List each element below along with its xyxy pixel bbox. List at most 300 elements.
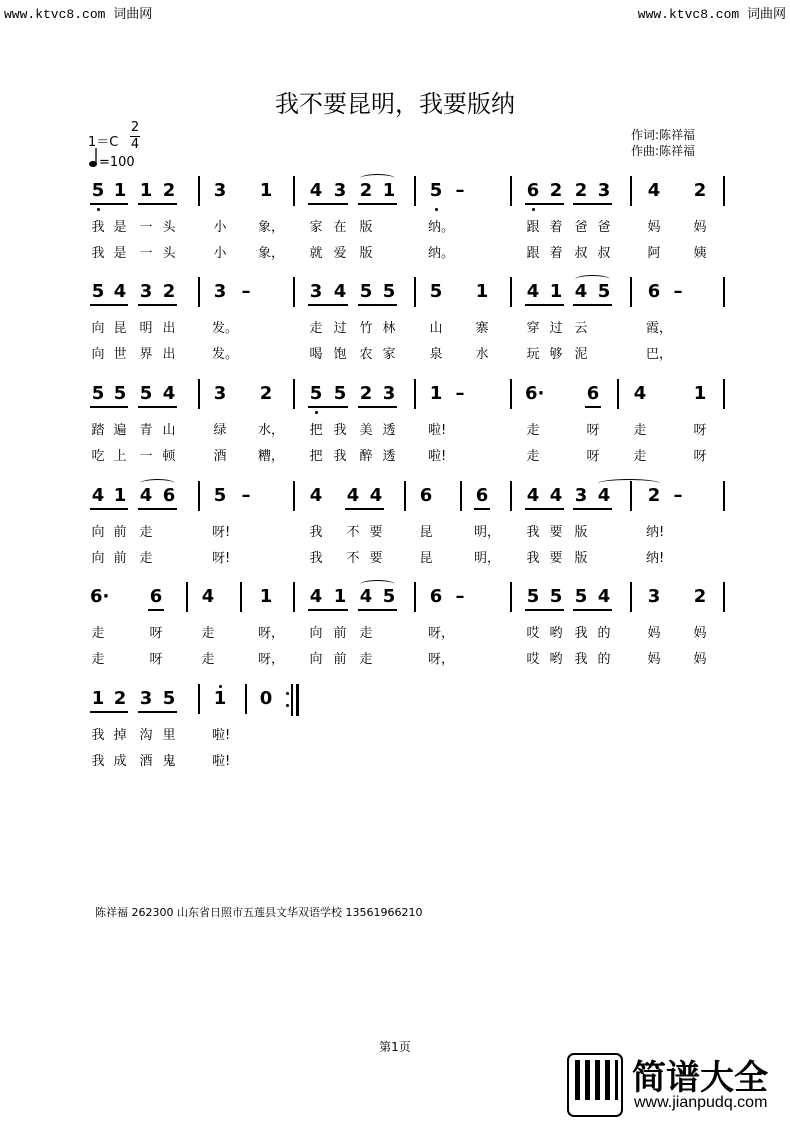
lyric-verse2: 世 xyxy=(113,347,127,362)
barline xyxy=(414,176,416,206)
note: – xyxy=(673,281,683,302)
note: 1 xyxy=(213,688,227,709)
note: 5 xyxy=(359,281,373,302)
barline xyxy=(198,379,200,409)
beam xyxy=(573,508,612,510)
lyric-verse2: 象， xyxy=(258,246,285,261)
note: 1 xyxy=(259,180,273,201)
lyric-verse2: 成 xyxy=(113,754,127,769)
barline xyxy=(293,176,295,206)
lyric-verse1: 呀， xyxy=(428,626,455,641)
note: 1 xyxy=(259,586,273,607)
lyric-verse1: 霞， xyxy=(646,321,673,336)
lyric-verse1: 呀， xyxy=(258,626,285,641)
lyricist: 作词:陈祥福 xyxy=(631,128,696,142)
note: 1 xyxy=(429,383,443,404)
lyric-verse2: 我 xyxy=(309,551,323,566)
note: 5 xyxy=(91,180,105,201)
lyric-verse2: 走 xyxy=(359,652,373,667)
logo-text[interactable]: 简谱大全 xyxy=(632,1058,768,1098)
lyric-verse2: 哟 xyxy=(549,652,563,667)
note: 5 xyxy=(382,586,396,607)
note: 6 xyxy=(149,586,163,607)
lyric-verse1: 版 xyxy=(574,525,588,540)
beam xyxy=(308,609,348,611)
barline xyxy=(414,582,416,612)
lyric-verse1: 我 xyxy=(91,728,105,743)
barline xyxy=(510,481,512,511)
note: 2 xyxy=(359,383,373,404)
lyric-verse2: 泉 xyxy=(429,347,443,362)
beam xyxy=(358,304,397,306)
lyric-verse1: 前 xyxy=(113,525,127,540)
note: 2 xyxy=(693,586,707,607)
lyric-verse1: 爸 xyxy=(597,220,611,235)
lyric-verse2: 向 xyxy=(91,551,105,566)
lyric-verse2: 酒 xyxy=(213,449,227,464)
lyric-verse1: 山 xyxy=(162,423,176,438)
lyric-verse1: 青 xyxy=(139,423,153,438)
lyric-verse1: 走 xyxy=(633,423,647,438)
beam xyxy=(138,711,177,713)
note: 3 xyxy=(139,281,153,302)
lyric-verse2: 哎 xyxy=(526,652,540,667)
lyric-verse2: 饱 xyxy=(333,347,347,362)
lyric-verse2: 要 xyxy=(369,551,383,566)
barline xyxy=(240,582,242,612)
lyric-verse1: 哟 xyxy=(549,626,563,641)
note: 5 xyxy=(91,383,105,404)
lyric-verse2: 透 xyxy=(382,449,396,464)
barline xyxy=(186,582,188,612)
lyric-verse1: 呀 xyxy=(149,626,163,641)
barline xyxy=(293,379,295,409)
lyric-verse1: 云 xyxy=(574,321,588,336)
beam xyxy=(573,609,612,611)
lyric-verse2: 酒 xyxy=(139,754,153,769)
note: 4 xyxy=(201,586,215,607)
lyric-verse1: 的 xyxy=(597,626,611,641)
lyric-verse1: 我 xyxy=(333,423,347,438)
note: 4 xyxy=(309,180,323,201)
beam xyxy=(90,508,128,510)
note: 2 xyxy=(162,281,176,302)
note: 1 xyxy=(113,180,127,201)
tie-arc xyxy=(140,479,175,488)
lyric-verse2: 泥 xyxy=(574,347,588,362)
barline xyxy=(510,582,512,612)
lyric-verse2: 要 xyxy=(549,551,563,566)
note: 4 xyxy=(633,383,647,404)
time-signature xyxy=(130,120,140,153)
note: 5 xyxy=(113,383,127,404)
lyric-verse1: 头 xyxy=(162,220,176,235)
barline xyxy=(630,582,632,612)
lyric-verse1: 里 xyxy=(162,728,176,743)
lyric-verse2: 向 xyxy=(309,652,323,667)
note: 6 xyxy=(586,383,600,404)
final-barline-thin xyxy=(291,684,293,716)
lyric-verse2: 头 xyxy=(162,246,176,261)
beam xyxy=(308,203,348,205)
lyric-verse2: 呀， xyxy=(258,652,285,667)
barline xyxy=(723,277,725,307)
lyric-verse1: 明， xyxy=(474,525,501,540)
note: 3 xyxy=(213,281,227,302)
barline xyxy=(723,176,725,206)
lyric-verse2: 前 xyxy=(333,652,347,667)
lyric-verse1: 呀 xyxy=(586,423,600,438)
beam xyxy=(308,406,348,408)
lyric-verse2: 妈 xyxy=(693,652,707,667)
tie-arc xyxy=(360,174,395,183)
lyric-verse2: 我 xyxy=(91,754,105,769)
barline xyxy=(293,481,295,511)
lyric-verse2: 昆 xyxy=(419,551,433,566)
beam xyxy=(308,304,348,306)
lyric-verse1: 纳。 xyxy=(428,220,455,235)
barline xyxy=(723,481,725,511)
lyric-verse2: 着 xyxy=(549,246,563,261)
composer: 作曲:陈祥福 xyxy=(631,144,696,158)
note: 5 xyxy=(526,586,540,607)
beam xyxy=(138,203,177,205)
lyric-verse1: 象， xyxy=(258,220,285,235)
lyric-verse1: 家 xyxy=(309,220,323,235)
lyric-verse2: 我 xyxy=(91,246,105,261)
note: – xyxy=(455,180,465,201)
beam xyxy=(90,203,128,205)
lyric-verse1: 发。 xyxy=(212,321,239,336)
lyric-verse2: 啦! xyxy=(212,754,231,769)
note: 3 xyxy=(333,180,347,201)
lyric-verse2: 鬼 xyxy=(162,754,176,769)
lyric-verse2: 小 xyxy=(213,246,227,261)
octave-dot-below xyxy=(97,208,100,211)
lyric-verse1: 呀! xyxy=(212,525,231,540)
barline xyxy=(404,481,406,511)
note: 4 xyxy=(346,485,360,506)
note: 1 xyxy=(549,281,563,302)
barline xyxy=(414,277,416,307)
lyric-verse2: 向 xyxy=(91,347,105,362)
lyric-verse1: 我 xyxy=(91,220,105,235)
lyric-verse2: 明， xyxy=(474,551,501,566)
lyric-verse1: 小 xyxy=(213,220,227,235)
barline xyxy=(630,277,632,307)
lyric-verse2: 不 xyxy=(346,551,360,566)
lyric-verse1: 我 xyxy=(574,626,588,641)
lyric-verse2: 玩 xyxy=(526,347,540,362)
repeat-dot xyxy=(286,704,289,707)
note: 2 xyxy=(359,180,373,201)
barline xyxy=(510,277,512,307)
header-right[interactable]: www.ktvc8.com 词曲网 xyxy=(637,7,786,22)
lyric-verse1: 走 xyxy=(309,321,323,336)
note: 1 xyxy=(139,180,153,201)
note: 6 xyxy=(647,281,661,302)
octave-dot-above xyxy=(219,685,222,688)
lyric-verse2: 纳! xyxy=(646,551,665,566)
lyric-verse1: 妈 xyxy=(647,220,661,235)
note: 3 xyxy=(139,688,153,709)
lyric-verse1: 妈 xyxy=(693,220,707,235)
note: 5 xyxy=(574,586,588,607)
lyric-verse1: 踏 xyxy=(91,423,105,438)
lyric-verse2: 呀 xyxy=(693,449,707,464)
lyric-verse2: 走 xyxy=(91,652,105,667)
beam xyxy=(525,203,564,205)
note: 6· xyxy=(525,383,545,404)
note: 4 xyxy=(574,281,588,302)
beam xyxy=(345,508,384,510)
lyric-verse1: 美 xyxy=(359,423,373,438)
note: 4 xyxy=(526,485,540,506)
lyric-verse2: 就 xyxy=(309,246,323,261)
lyric-verse1: 啦! xyxy=(428,423,447,438)
lyric-verse1: 向 xyxy=(309,626,323,641)
note: 4 xyxy=(359,586,373,607)
note: 0 xyxy=(259,688,273,709)
barline xyxy=(198,684,200,714)
lyric-verse2: 爱 xyxy=(333,246,347,261)
lyric-verse2: 顿 xyxy=(162,449,176,464)
lyric-verse1: 昆 xyxy=(113,321,127,336)
lyric-verse1: 把 xyxy=(309,423,323,438)
lyric-verse1: 要 xyxy=(549,525,563,540)
note: 5 xyxy=(91,281,105,302)
lyric-verse1: 在 xyxy=(333,220,347,235)
lyric-verse1: 前 xyxy=(333,626,347,641)
lyric-verse2: 醉 xyxy=(359,449,373,464)
note: 4 xyxy=(91,485,105,506)
lyric-verse2: 水 xyxy=(475,347,489,362)
lyric-verse1: 过 xyxy=(333,321,347,336)
beam xyxy=(90,304,128,306)
beam xyxy=(525,609,564,611)
song-title: 我不要昆明，我要版纳 xyxy=(275,90,515,118)
note: 1 xyxy=(113,485,127,506)
note: 3 xyxy=(597,180,611,201)
barline xyxy=(293,277,295,307)
lyric-verse1: 妈 xyxy=(693,626,707,641)
lyric-verse1: 向 xyxy=(91,321,105,336)
beam xyxy=(138,304,177,306)
note: 3 xyxy=(309,281,323,302)
lyric-verse2: 家 xyxy=(382,347,396,362)
quarter-note-icon xyxy=(88,148,98,172)
note: 5 xyxy=(139,383,153,404)
note: 3 xyxy=(574,485,588,506)
lyric-verse2: 发。 xyxy=(212,347,239,362)
logo-url[interactable]: www.jianpudq.com xyxy=(634,1094,768,1111)
beam xyxy=(474,508,490,510)
beam xyxy=(525,508,564,510)
time-bottom: 4 xyxy=(130,137,140,152)
final-barline xyxy=(296,684,299,716)
note: 2 xyxy=(647,485,661,506)
lyric-verse2: 走 xyxy=(139,551,153,566)
note: 4 xyxy=(369,485,383,506)
beam xyxy=(525,304,564,306)
lyric-verse2: 呀 xyxy=(149,652,163,667)
key-signature: 1＝C xyxy=(88,135,119,150)
note: 6 xyxy=(429,586,443,607)
barline xyxy=(198,176,200,206)
octave-dot-below xyxy=(532,208,535,211)
note: 4 xyxy=(333,281,347,302)
note: – xyxy=(241,281,251,302)
lyric-verse1: 穿 xyxy=(526,321,540,336)
lyric-verse2: 走 xyxy=(633,449,647,464)
lyric-verse1: 是 xyxy=(113,220,127,235)
lyric-verse1: 我 xyxy=(526,525,540,540)
beam xyxy=(90,406,128,408)
lyric-verse1: 向 xyxy=(91,525,105,540)
octave-dot-below xyxy=(315,411,318,414)
note: 2 xyxy=(259,383,273,404)
lyric-verse1: 明 xyxy=(139,321,153,336)
page-number: 第1页 xyxy=(379,1040,411,1054)
header-left[interactable]: www.ktvc8.com 词曲网 xyxy=(4,7,153,22)
lyric-verse1: 寨 xyxy=(475,321,489,336)
lyric-verse1: 走 xyxy=(139,525,153,540)
note: 4 xyxy=(526,281,540,302)
note: 1 xyxy=(475,281,489,302)
lyric-verse2: 走 xyxy=(526,449,540,464)
lyric-verse2: 糟， xyxy=(258,449,285,464)
lyric-verse2: 喝 xyxy=(309,347,323,362)
lyric-verse2: 我 xyxy=(526,551,540,566)
beam xyxy=(358,203,397,205)
note: 3 xyxy=(213,383,227,404)
note: 2 xyxy=(113,688,127,709)
lyric-verse2: 前 xyxy=(113,551,127,566)
beam xyxy=(90,711,128,713)
note: 4 xyxy=(162,383,176,404)
note: 1 xyxy=(91,688,105,709)
lyric-verse2: 上 xyxy=(113,449,127,464)
note: – xyxy=(673,485,683,506)
lyric-verse2: 跟 xyxy=(526,246,540,261)
note: 6 xyxy=(419,485,433,506)
lyric-verse2: 把 xyxy=(309,449,323,464)
lyric-verse1: 沟 xyxy=(139,728,153,743)
lyric-verse1: 呀 xyxy=(693,423,707,438)
barline xyxy=(510,379,512,409)
lyric-verse2: 界 xyxy=(139,347,153,362)
barline xyxy=(723,582,725,612)
lyric-verse2: 够 xyxy=(549,347,563,362)
note: 2 xyxy=(162,180,176,201)
beam xyxy=(358,406,397,408)
beam xyxy=(585,406,601,408)
lyric-verse1: 山 xyxy=(429,321,443,336)
lyric-verse1: 透 xyxy=(382,423,396,438)
lyric-verse2: 一 xyxy=(139,449,153,464)
note: – xyxy=(241,485,251,506)
barline xyxy=(414,379,416,409)
lyric-verse1: 出 xyxy=(162,321,176,336)
note: 5 xyxy=(162,688,176,709)
note: 3 xyxy=(382,383,396,404)
lyric-verse2: 纳。 xyxy=(428,246,455,261)
lyric-verse1: 我 xyxy=(309,525,323,540)
lyric-verse1: 版 xyxy=(359,220,373,235)
beam xyxy=(148,609,164,611)
note: 4 xyxy=(309,485,323,506)
lyric-verse1: 哎 xyxy=(526,626,540,641)
note: 5 xyxy=(333,383,347,404)
tempo-marking: =100 xyxy=(99,155,135,170)
lyric-verse2: 农 xyxy=(359,347,373,362)
note: 4 xyxy=(549,485,563,506)
note: 4 xyxy=(597,586,611,607)
note: 6 xyxy=(475,485,489,506)
lyric-verse1: 妈 xyxy=(647,626,661,641)
note: 1 xyxy=(693,383,707,404)
tie-arc xyxy=(360,580,395,589)
lyric-verse1: 爸 xyxy=(574,220,588,235)
lyric-verse2: 啦! xyxy=(428,449,447,464)
footer-contact: 陈祥福 262300 山东省日照市五莲县文华双语学校 13561966210 xyxy=(95,906,423,919)
lyric-verse1: 过 xyxy=(549,321,563,336)
note: 4 xyxy=(647,180,661,201)
lyric-verse2: 阿 xyxy=(647,246,661,261)
barline xyxy=(198,277,200,307)
note: 5 xyxy=(429,180,443,201)
lyric-verse1: 掉 xyxy=(113,728,127,743)
lyric-verse1: 纳! xyxy=(646,525,665,540)
lyric-verse2: 是 xyxy=(113,246,127,261)
note: 1 xyxy=(382,180,396,201)
lyric-verse2: 走 xyxy=(201,652,215,667)
beam xyxy=(573,203,612,205)
barline xyxy=(630,176,632,206)
note: 5 xyxy=(213,485,227,506)
barline xyxy=(723,379,725,409)
note: 2 xyxy=(693,180,707,201)
beam xyxy=(573,304,612,306)
lyric-verse2: 呀! xyxy=(212,551,231,566)
lyric-verse2: 叔 xyxy=(597,246,611,261)
note: 5 xyxy=(549,586,563,607)
note: 6 xyxy=(526,180,540,201)
note: 4 xyxy=(113,281,127,302)
lyric-verse1: 走 xyxy=(526,423,540,438)
lyric-verse1: 跟 xyxy=(526,220,540,235)
lyric-verse2: 版 xyxy=(359,246,373,261)
lyric-verse1: 要 xyxy=(369,525,383,540)
note: 5 xyxy=(309,383,323,404)
lyric-verse1: 啦! xyxy=(212,728,231,743)
lyric-verse1: 着 xyxy=(549,220,563,235)
tie-arc xyxy=(598,479,660,488)
note: 3 xyxy=(647,586,661,607)
lyric-verse2: 妈 xyxy=(647,652,661,667)
lyric-verse2: 我 xyxy=(333,449,347,464)
lyric-verse2: 呀， xyxy=(428,652,455,667)
note: 3 xyxy=(213,180,227,201)
lyric-verse1: 林 xyxy=(382,321,396,336)
barline xyxy=(460,481,462,511)
lyric-verse2: 一 xyxy=(139,246,153,261)
lyric-verse2: 姨 xyxy=(693,246,707,261)
note: – xyxy=(455,383,465,404)
lyric-verse1: 水， xyxy=(258,423,285,438)
lyric-verse2: 叔 xyxy=(574,246,588,261)
note: 2 xyxy=(549,180,563,201)
